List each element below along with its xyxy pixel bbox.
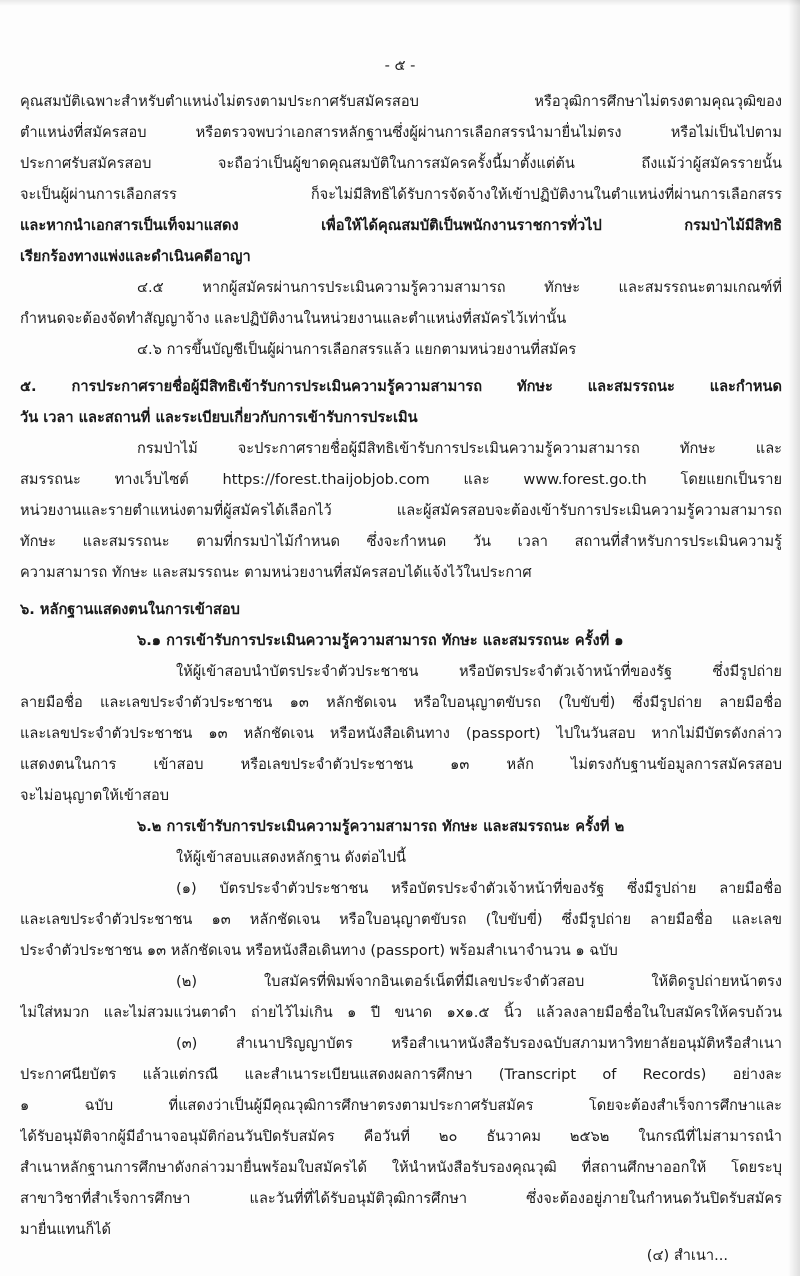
clause-4-6: ๔.๖ การขึ้นบัญชีเป็นผู้ผ่านการเลือกสรรแล้ว แยกตามหน่วยงานที่สมัคร (137, 341, 577, 358)
section-6-heading: ๖. หลักฐานแสดงตนในการเข้าสอบ (20, 601, 240, 618)
paragraph-line: และเลขประจำตัวประชาชน ๑๓ หลักชัดเจน หรือหนังสือเดินทาง (passport) ไปในวันสอบ หากไม่มีบัตรดังกล่าว (20, 725, 782, 742)
paragraph-line-bold: และหากนำเอกสารเป็นเท็จมาแสดง เพื่อให้ได้คุณสมบัติเป็นพนักงานราชการทั่วไป กรมป่าไม้มีสิทธิ (20, 217, 782, 234)
item-2: (๒) ใบสมัครที่พิมพ์จากอินเตอร์เน็ตที่มีเลขประจำตัวสอบ ให้ติดรูปถ่ายหน้าตรง (176, 973, 782, 990)
paragraph-line: จะเป็นผู้ผ่านการเลือกสรร ก็จะไม่มีสิทธิได้รับการจัดจ้างให้เข้าปฏิบัติงานในตำแหน่งที่ผ่านการเลือกสรร (20, 186, 782, 203)
paragraph-line: และเลขประจำตัวประชาชน ๑๓ หลักชัดเจน หรือใบอนุญาตขับรถ (ใบขับขี่) ซึ่งมีรูปถ่าย ลายมือชื่อ และเลข (20, 911, 782, 928)
paragraph-line: ประกาศนียบัตร แล้วแต่กรณี และสำเนาระเบียนแสดงผลการศึกษา (Transcript of Records) อย่างละ (20, 1066, 782, 1083)
scan-right-shadow (788, 0, 800, 1276)
scan-top-shadow (0, 0, 800, 6)
section-5-heading: ๕. การประกาศรายชื่อผู้มีสิทธิเข้ารับการประเมินความรู้ความสามารถ ทักษะ และสมรรถนะ และกำหนด (20, 378, 782, 395)
paragraph-line: ทักษะ และสมรรถนะ ตามที่กรมป่าไม้กำหนด ซึ่งจะกำหนด วัน เวลา สถานที่สำหรับการประเมินความรู้ (20, 533, 782, 550)
paragraph-line: ให้ผู้เข้าสอบนำบัตรประจำตัวประชาชน หรือบัตรประจำตัวเจ้าหน้าที่ของรัฐ ซึ่งมีรูปถ่าย (176, 663, 782, 680)
paragraph-line: ๑ ฉบับ ที่แสดงว่าเป็นผู้มีคุณวุฒิการศึกษาตรงตามประกาศรับสมัคร โดยจะต้องสำเร็จการศึกษาและ (20, 1097, 782, 1114)
section-5-heading-cont: วัน เวลา และสถานที่ และระเบียบเกี่ยวกับการเข้ารับการประเมิน (20, 409, 418, 426)
continuation-marker: (๔) สำเนา... (646, 1247, 728, 1264)
paragraph-line: มายื่นแทนก็ได้ (20, 1221, 111, 1238)
clause-4-5: ๔.๕ หากผู้สมัครผ่านการประเมินความรู้ความสามารถ ทักษะ และสมรรถนะตามเกณฑ์ที่ (137, 279, 782, 296)
paragraph-line: ความสามารถ ทักษะ และสมรรถนะ ตามหน่วยงานที่สมัครสอบได้แจ้งไว้ในประกาศ (20, 564, 532, 581)
paragraph-line: ลายมือชื่อ และเลขประจำตัวประชาชน ๑๓ หลักชัดเจน หรือใบอนุญาตขับรถ (ใบขับขี่) ซึ่งมีรูปถ่าย ลายมือชื่อ (20, 694, 782, 711)
item-1: (๑) บัตรประจำตัวประชาชน หรือบัตรประจำตัวเจ้าหน้าที่ของรัฐ ซึ่งมีรูปถ่าย ลายมือชื่อ (176, 880, 782, 897)
paragraph-line: สาขาวิชาที่สำเร็จการศึกษา และวันที่ที่ได้รับอนุมัติวุฒิการศึกษา ซึ่งจะต้องอยู่ภายในกำหนดวันปิดรับสมัคร (20, 1190, 782, 1207)
paragraph-line: กำหนดจะต้องจัดทำสัญญาจ้าง และปฏิบัติงานในหน่วยงานและตำแหน่งที่สมัครไว้เท่านั้น (20, 310, 567, 327)
paragraph-line: ไม่ใส่หมวก และไม่สวมแว่นตาดำ ถ่ายไว้ไม่เกิน ๑ ปี ขนาด ๑x๑.๕ นิ้ว แล้วลงลายมือชื่อในใบสมัครให้ครบถ้วน (20, 1004, 782, 1021)
paragraph-line: ตำแหน่งที่สมัครสอบ หรือตรวจพบว่าเอกสารหลักฐานซึ่งผู้ผ่านการเลือกสรรนำมายื่นไม่ตรง หรือไม่เป็นไปตาม (20, 124, 782, 141)
paragraph-line: ให้ผู้เข้าสอบแสดงหลักฐาน ดังต่อไปนี้ (176, 849, 406, 866)
paragraph-line: สมรรถนะ ทางเว็บไซต์ https://forest.thaijobjob.com และ www.forest.go.th โดยแยกเป็นราย (20, 471, 782, 488)
paragraph-line: ประจำตัวประชาชน ๑๓ หลักชัดเจน หรือหนังสือเดินทาง (passport) พร้อมสำเนาจำนวน ๑ ฉบับ (20, 942, 618, 959)
subsection-6-1-heading: ๖.๑ การเข้ารับการประเมินความรู้ความสามารถ ทักษะ และสมรรถนะ ครั้งที่ ๑ (137, 632, 624, 649)
item-3: (๓) สำเนาปริญญาบัตร หรือสำเนาหนังสือรับรองฉบับสภามหาวิทยาลัยอนุมัติหรือสำเนา (176, 1035, 782, 1052)
paragraph-line: แสดงตนในการ เข้าสอบ หรือเลขประจำตัวประชาชน ๑๓ หลัก ไม่ตรงกับฐานข้อมูลการสมัครสอบ (20, 756, 782, 773)
paragraph-line: คุณสมบัติเฉพาะสำหรับตำแหน่งไม่ตรงตามประกาศรับสมัครสอบ หรือวุฒิการศึกษาไม่ตรงตามคุณวุฒิของ (20, 93, 782, 110)
paragraph-line: ได้รับอนุมัติจากผู้มีอำนาจอนุมัติก่อนวันปิดรับสมัคร คือวันที่ ๒๐ ธันวาคม ๒๕๖๒ ในกรณีที่ไม่สามารถนำ (20, 1128, 782, 1145)
paragraph-line: กรมป่าไม้ จะประกาศรายชื่อผู้มีสิทธิเข้ารับการประเมินความรู้ความสามารถ ทักษะ และ (137, 440, 782, 457)
paragraph-line: สำเนาหลักฐานการศึกษาดังกล่าวมายื่นพร้อมใบสมัครได้ ให้นำหนังสือรับรองคุณวุฒิ ที่สถานศึกษาออกให้ โดยระบุ (20, 1159, 782, 1176)
paragraph-line: หน่วยงานและรายตำแหน่งตามที่ผู้สมัครได้เลือกไว้ และผู้สมัครสอบจะต้องเข้ารับการประเมินความรู้ความสามารถ (20, 502, 782, 519)
paragraph-line: ประกาศรับสมัครสอบ จะถือว่าเป็นผู้ขาดคุณสมบัติในการสมัครครั้งนี้มาตั้งแต่ต้น ถึงแม้ว่าผู้สมัครรายนั้น (20, 155, 782, 172)
subsection-6-2-heading: ๖.๒ การเข้ารับการประเมินความรู้ความสามารถ ทักษะ และสมรรถนะ ครั้งที่ ๒ (137, 818, 625, 835)
paragraph-line: จะไม่อนุญาตให้เข้าสอบ (20, 787, 170, 804)
page-number: - ๕ - (384, 57, 416, 74)
paragraph-line-bold: เรียกร้องทางแพ่งและดำเนินคดีอาญา (20, 248, 251, 265)
